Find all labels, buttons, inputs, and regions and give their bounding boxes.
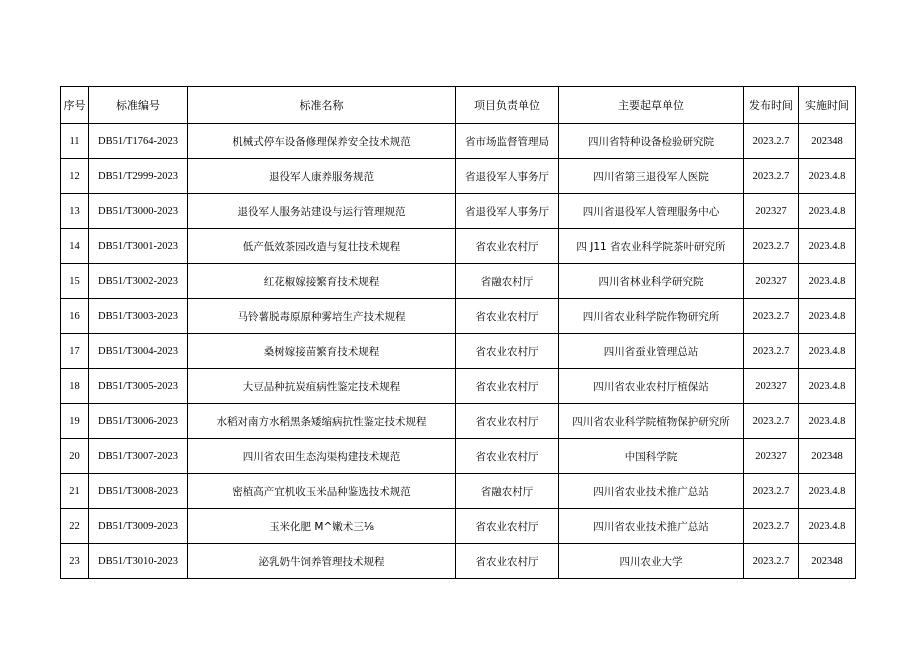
row-standard-name: 玉米化肥 M^嫩术三⅛ xyxy=(188,509,456,544)
row-serial: 18 xyxy=(61,369,89,404)
row-standard-name: 低产低效茶园改造与复壮技术规程 xyxy=(188,229,456,264)
row-serial: 23 xyxy=(61,544,89,579)
header-standard-code: 标准编号 xyxy=(89,87,188,124)
row-release-date: 202327 xyxy=(744,369,799,404)
row-serial: 16 xyxy=(61,299,89,334)
header-serial: 序号 xyxy=(61,87,89,124)
row-effective-date: 202348 xyxy=(799,439,856,474)
row-release-date: 2023.2.7 xyxy=(744,474,799,509)
row-drafting-unit: 四川农业大学 xyxy=(559,544,744,579)
row-standard-code: DB51/T2999-2023 xyxy=(89,159,188,194)
row-effective-date: 2023.4.8 xyxy=(799,299,856,334)
row-effective-date: 202348 xyxy=(799,124,856,159)
row-responsible-unit: 省融农村厅 xyxy=(456,264,559,299)
header-release-date: 发布时间 xyxy=(744,87,799,124)
row-serial: 21 xyxy=(61,474,89,509)
table-row xyxy=(61,509,856,544)
row-responsible-unit: 省农业农村厅 xyxy=(456,544,559,579)
row-release-date: 2023.2.7 xyxy=(744,544,799,579)
row-responsible-unit: 省农业农村厅 xyxy=(456,299,559,334)
row-standard-code: DB51/T3009-2023 xyxy=(89,509,188,544)
row-release-date: 2023.2.7 xyxy=(744,159,799,194)
row-standard-name: 桑树嫁接苗繁育技术规程 xyxy=(188,334,456,369)
row-standard-name: 红花椒嫁接繁育技术规程 xyxy=(188,264,456,299)
row-release-date: 2023.2.7 xyxy=(744,509,799,544)
row-standard-name: 四川省农田生态沟渠构建技术规范 xyxy=(188,439,456,474)
row-drafting-unit: 四川省农业农村厅植保站 xyxy=(559,369,744,404)
row-standard-code: DB51/T3000-2023 xyxy=(89,194,188,229)
row-release-date: 202327 xyxy=(744,264,799,299)
table-row xyxy=(61,229,856,264)
table-row xyxy=(61,369,856,404)
row-standard-code: DB51/T3010-2023 xyxy=(89,544,188,579)
standards-table xyxy=(60,86,856,579)
table-row xyxy=(61,544,856,579)
row-drafting-unit: 四川省林业科学研究院 xyxy=(559,264,744,299)
row-standard-code: DB51/T3007-2023 xyxy=(89,439,188,474)
row-effective-date: 2023.4.8 xyxy=(799,404,856,439)
row-effective-date: 2023.4.8 xyxy=(799,229,856,264)
row-effective-date: 2023.4.8 xyxy=(799,474,856,509)
table-row xyxy=(61,334,856,369)
row-serial: 17 xyxy=(61,334,89,369)
row-effective-date: 2023.4.8 xyxy=(799,334,856,369)
row-serial: 20 xyxy=(61,439,89,474)
row-standard-name: 水稻对南方水稻黑条矮缩病抗性鉴定技术规程 xyxy=(188,404,456,439)
row-standard-code: DB51/T3005-2023 xyxy=(89,369,188,404)
row-standard-code: DB51/T1764-2023 xyxy=(89,124,188,159)
row-serial: 22 xyxy=(61,509,89,544)
row-serial: 12 xyxy=(61,159,89,194)
row-drafting-unit: 四川省农业技术推广总站 xyxy=(559,509,744,544)
row-standard-name: 大豆品种抗炭疽病性鉴定技术规程 xyxy=(188,369,456,404)
row-responsible-unit: 省农业农村厅 xyxy=(456,404,559,439)
row-responsible-unit: 省农业农村厅 xyxy=(456,439,559,474)
row-responsible-unit: 省退役军人事务厅 xyxy=(456,194,559,229)
table-row xyxy=(61,124,856,159)
table-row xyxy=(61,194,856,229)
table-row xyxy=(61,439,856,474)
row-effective-date: 2023.4.8 xyxy=(799,194,856,229)
row-standard-code: DB51/T3008-2023 xyxy=(89,474,188,509)
row-drafting-unit: 四川省蚕业管理总站 xyxy=(559,334,744,369)
table-row xyxy=(61,404,856,439)
row-standard-name: 密植高产宜机收玉米品种鉴选技术规范 xyxy=(188,474,456,509)
header-responsible-unit: 项目负责单位 xyxy=(456,87,559,124)
row-drafting-unit: 四川省退役军人管理服务中心 xyxy=(559,194,744,229)
row-serial: 15 xyxy=(61,264,89,299)
row-release-date: 2023.2.7 xyxy=(744,299,799,334)
row-drafting-unit: 四川省农业科学院作物研究所 xyxy=(559,299,744,334)
row-standard-name: 退役军人康养服务规范 xyxy=(188,159,456,194)
row-responsible-unit: 省市场监督管理局 xyxy=(456,124,559,159)
row-responsible-unit: 省农业农村厅 xyxy=(456,509,559,544)
header-effective-date: 实施时间 xyxy=(799,87,856,124)
row-standard-code: DB51/T3001-2023 xyxy=(89,229,188,264)
row-drafting-unit: 中国科学院 xyxy=(559,439,744,474)
table-row xyxy=(61,299,856,334)
row-standard-code: DB51/T3004-2023 xyxy=(89,334,188,369)
row-serial: 14 xyxy=(61,229,89,264)
row-drafting-unit: 四 J11 省农业科学院茶叶研究所 xyxy=(559,229,744,264)
header-standard-name: 标准名称 xyxy=(188,87,456,124)
row-release-date: 2023.2.7 xyxy=(744,229,799,264)
row-release-date: 2023.2.7 xyxy=(744,124,799,159)
row-standard-code: DB51/T3002-2023 xyxy=(89,264,188,299)
row-drafting-unit: 四川省农业科学院植物保护研究所 xyxy=(559,404,744,439)
row-drafting-unit: 四川省第三退役军人医院 xyxy=(559,159,744,194)
row-serial: 13 xyxy=(61,194,89,229)
row-standard-code: DB51/T3003-2023 xyxy=(89,299,188,334)
row-responsible-unit: 省退役军人事务厅 xyxy=(456,159,559,194)
table-header-row xyxy=(61,87,856,124)
row-serial: 19 xyxy=(61,404,89,439)
row-effective-date: 2023.4.8 xyxy=(799,264,856,299)
table-row xyxy=(61,159,856,194)
row-serial: 11 xyxy=(61,124,89,159)
row-release-date: 202327 xyxy=(744,439,799,474)
row-responsible-unit: 省融农村厅 xyxy=(456,474,559,509)
table-row xyxy=(61,474,856,509)
row-standard-name: 马铃薯脱毒原原种雾培生产技术规程 xyxy=(188,299,456,334)
row-effective-date: 2023.4.8 xyxy=(799,159,856,194)
table-row xyxy=(61,264,856,299)
row-standard-name: 退役军人服务站建设与运行管理规范 xyxy=(188,194,456,229)
row-responsible-unit: 省农业农村厅 xyxy=(456,369,559,404)
row-effective-date: 2023.4.8 xyxy=(799,509,856,544)
row-responsible-unit: 省农业农村厅 xyxy=(456,229,559,264)
row-effective-date: 202348 xyxy=(799,544,856,579)
row-release-date: 2023.2.7 xyxy=(744,334,799,369)
row-standard-name: 泌乳奶牛饲养管理技术规程 xyxy=(188,544,456,579)
row-drafting-unit: 四川省农业技术推广总站 xyxy=(559,474,744,509)
row-release-date: 2023.2.7 xyxy=(744,404,799,439)
row-effective-date: 2023.4.8 xyxy=(799,369,856,404)
row-responsible-unit: 省农业农村厅 xyxy=(456,334,559,369)
header-drafting-unit: 主要起草单位 xyxy=(559,87,744,124)
row-standard-name: 机械式停车设备修理保养安全技术规范 xyxy=(188,124,456,159)
row-standard-code: DB51/T3006-2023 xyxy=(89,404,188,439)
row-release-date: 202327 xyxy=(744,194,799,229)
row-drafting-unit: 四川省特种设备检验研究院 xyxy=(559,124,744,159)
